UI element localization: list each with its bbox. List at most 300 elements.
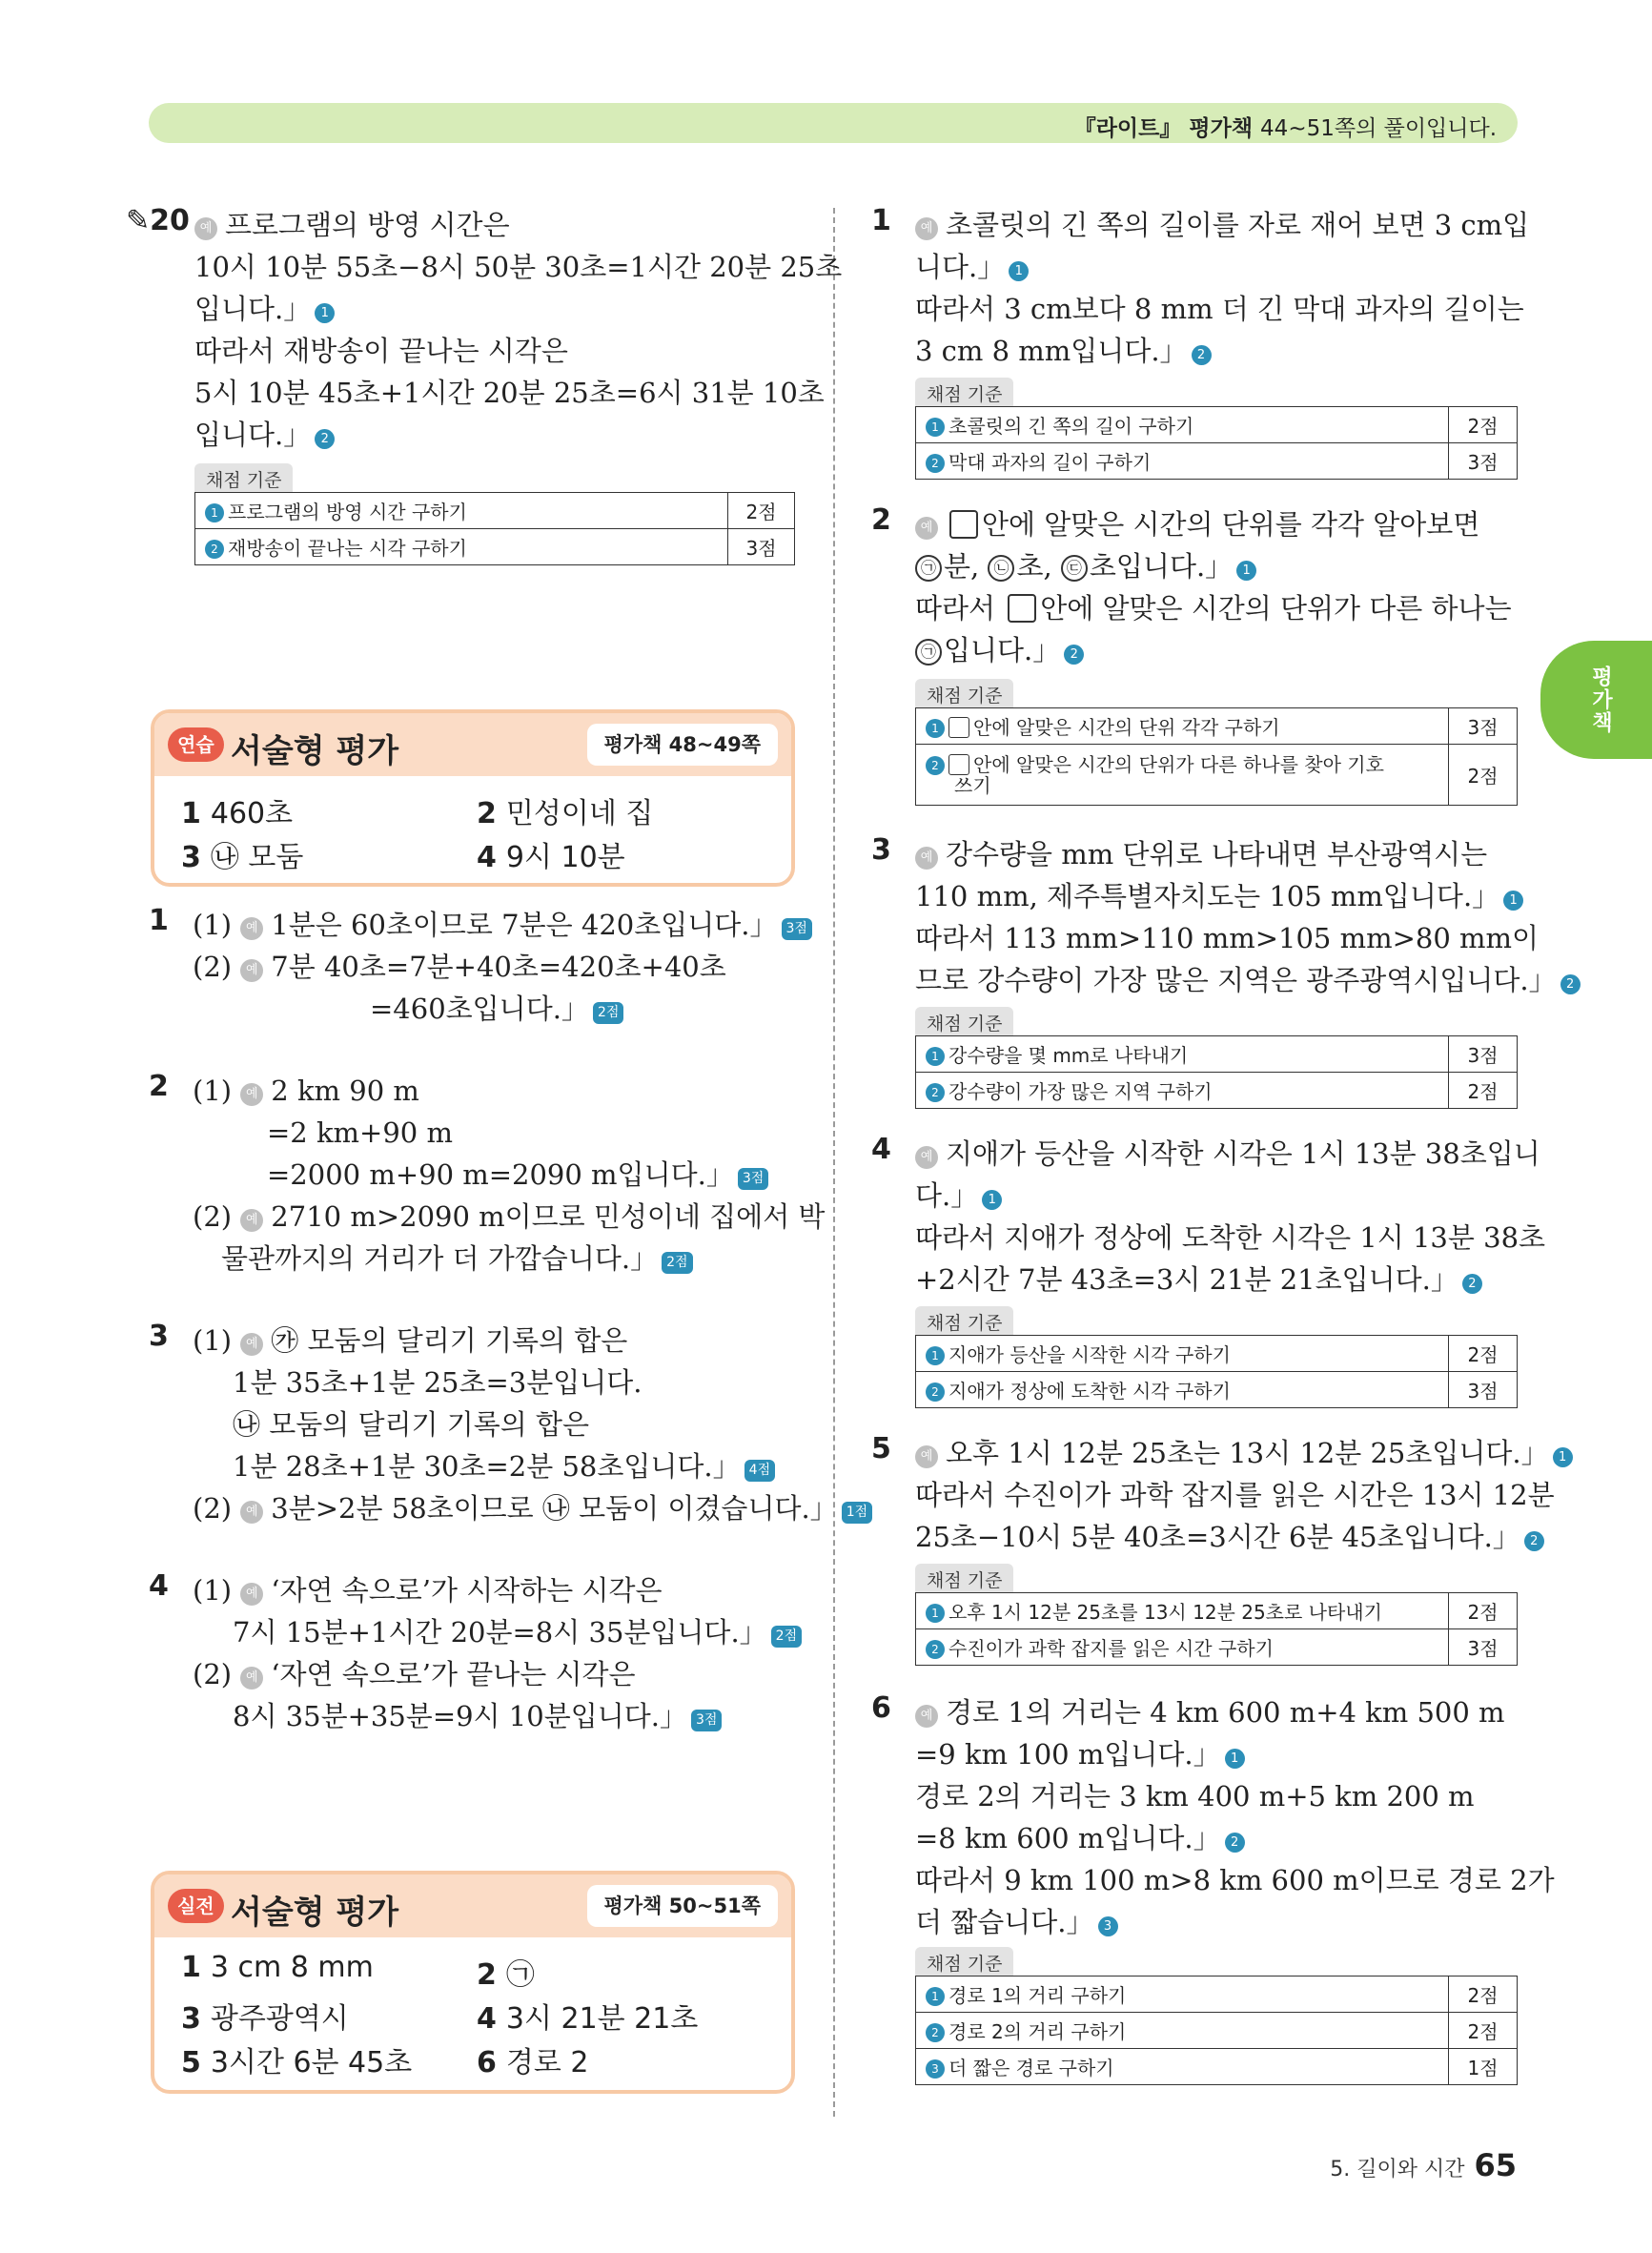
text: 수진이가 과학 잡지를 읽은 시간 구하기 (948, 1637, 1274, 1660)
text: 안에 알맞은 시간의 단위가 다른 하나를 찾아 기호 (973, 752, 1384, 776)
text (916, 1036, 1518, 1109)
criteria-points: 3점 (1449, 708, 1518, 745)
criteria-points: 3점 (1449, 443, 1518, 480)
text: 더 짧은 경로 구하기 (948, 2057, 1114, 2079)
answer-line: ㉯ 모둠의 달리기 기록의 합은 (233, 1408, 590, 1441)
side-tab (1540, 641, 1652, 759)
criteria-row (916, 1629, 1518, 1666)
question-number: 1 (871, 204, 891, 237)
pencil-icon: ✎ (126, 204, 151, 237)
step-mark: 2 (1192, 345, 1212, 365)
text: 재방송이 끝나는 시각 구하기 (228, 537, 467, 560)
text: ‘자연 속으로’가 시작하는 시각은 (271, 1574, 663, 1607)
answer-line (915, 629, 1512, 671)
example-badge: 예 (915, 1445, 938, 1468)
answer-line (193, 988, 812, 1030)
box-title: 서술형 평가 (231, 732, 399, 770)
blank-box-icon (949, 510, 978, 539)
text: (2) (193, 1658, 241, 1690)
answer-line (915, 545, 1512, 587)
text: (2) (193, 1200, 241, 1233)
text: 3 (181, 2002, 201, 2036)
criteria-number: 2 (926, 1383, 945, 1402)
criteria-text (916, 1629, 1449, 1666)
answer-body (194, 204, 842, 456)
text: 초콜릿의 긴 쪽의 길이를 자로 재어 보면 3 cm입 (946, 209, 1530, 241)
text: ㉯ 모둠 (210, 841, 304, 874)
text: (2) (193, 1492, 241, 1525)
text: ㉮ 모둠의 달리기 기록의 합은 (271, 1324, 628, 1357)
answer-item (181, 1995, 349, 2037)
answer-line (193, 946, 812, 988)
text (916, 1336, 1518, 1408)
column-divider (833, 208, 835, 2117)
text: 평가책 (1181, 116, 1261, 141)
step-mark: 1 (1553, 1447, 1573, 1467)
text: 강수량이 가장 많은 지역 구하기 (948, 1080, 1213, 1103)
text: 2 km 90 m (271, 1075, 419, 1107)
answer-line: 따라서 재방송이 끝나는 시각은 (194, 335, 568, 367)
page-footer (1330, 2147, 1517, 2183)
step-mark: 2 (315, 429, 335, 449)
question-number: 3 (149, 1320, 169, 1353)
example-badge: 예 (915, 847, 938, 870)
text: 지애가 등산을 시작한 시각 구하기 (948, 1343, 1231, 1366)
scoring-criteria (915, 1007, 1518, 1109)
step-mark: 1 (1009, 261, 1029, 281)
text: 초, (1016, 550, 1061, 583)
answer-line: 따라서 수진이가 과학 잡지를 읽은 시간은 13시 12분 (915, 1479, 1555, 1511)
criteria-number: 2 (926, 2023, 945, 2042)
criteria-text (916, 1593, 1449, 1629)
text: 44~51쪽의 풀이입니다. (1260, 116, 1497, 141)
step-mark: 3 (1098, 1916, 1118, 1936)
text: (1) (193, 1075, 241, 1107)
criteria-number: 1 (926, 1047, 945, 1066)
text: 110 mm, 제주특별자치도는 105 mm입니다.」 (915, 880, 1500, 912)
text: 프로그램의 방영 시간은 (225, 209, 510, 241)
text: =8 km 600 m입니다.」 (915, 1822, 1221, 1854)
text (916, 708, 1518, 806)
answer-line (915, 1901, 1555, 1943)
criteria-row (916, 745, 1518, 806)
criteria-row (916, 2049, 1518, 2085)
criteria-points: 2점 (1449, 2013, 1518, 2049)
question-number: 2 (149, 1070, 169, 1103)
criteria-label: 채점 기준 (915, 1564, 1013, 1592)
page-reference: 평가책 48~49쪽 (587, 724, 779, 766)
step-mark: 1 (982, 1190, 1002, 1210)
text: 강수량을 mm 단위로 나타내면 부산광역시는 (946, 838, 1488, 870)
criteria-number: 1 (205, 503, 224, 522)
answer-line (915, 330, 1529, 372)
criteria-number: 1 (926, 418, 945, 437)
criteria-row (916, 1036, 1518, 1073)
answer-line (193, 1196, 825, 1238)
answer-item (477, 789, 653, 831)
text: 3시 21분 21초 (505, 2002, 699, 2036)
criteria-row (916, 1073, 1518, 1109)
circled-letter: ㉠ (915, 555, 942, 582)
criteria-text (195, 493, 728, 529)
criteria-text (916, 407, 1449, 443)
answer-body (193, 1320, 872, 1529)
step-mark: 2 (1462, 1274, 1482, 1294)
text: 4 (477, 841, 497, 874)
question-number: 3 (871, 833, 891, 867)
blank-box-icon (1008, 594, 1036, 623)
criteria-table (915, 707, 1518, 806)
criteria-text (916, 1336, 1449, 1372)
criteria-label: 채점 기준 (915, 1947, 1013, 1976)
criteria-row (916, 443, 1518, 480)
criteria-table (915, 1035, 1518, 1109)
points-badge: 2점 (771, 1626, 802, 1648)
criteria-number: 2 (926, 756, 945, 775)
answer-item (181, 833, 303, 875)
answer-line (915, 1432, 1573, 1474)
question-number: 2 (871, 503, 891, 537)
text: (1) (193, 1574, 241, 1607)
answer-line: 10시 10분 55초−8시 50분 30초=1시간 20분 25초 (194, 251, 843, 283)
text: 7분 40초=7분+40초=420초+40초 (271, 951, 726, 983)
answer-line (193, 1445, 872, 1487)
criteria-points: 3점 (1449, 1372, 1518, 1408)
text: 1 (181, 1951, 201, 1984)
text: 2 (477, 797, 497, 830)
answer-line (193, 1070, 825, 1112)
text: 경로 2의 거리 구하기 (948, 2020, 1127, 2043)
criteria-points: 2점 (728, 493, 795, 529)
answer-line (193, 904, 812, 946)
answer-item (477, 1995, 698, 2037)
real-badge: 실전 (168, 1889, 224, 1923)
answer-body (915, 503, 1512, 671)
points-badge: 1점 (842, 1502, 872, 1524)
text: 3 cm 8 mm (210, 1951, 374, 1984)
points-badge: 2점 (662, 1252, 692, 1274)
text: =2000 m+90 m=2090 m입니다.」 (267, 1158, 734, 1191)
text: 안에 알맞은 시간의 단위를 각각 알아보면 (982, 508, 1480, 541)
criteria-row (916, 2013, 1518, 2049)
text: 프로그램의 방영 시간 구하기 (228, 501, 467, 523)
answer-line (915, 875, 1581, 917)
criteria-text (916, 2049, 1449, 2085)
text: 분, (944, 550, 989, 583)
text: 4 (477, 2002, 497, 2036)
answer-line (915, 1133, 1545, 1175)
criteria-points: 2점 (1449, 1073, 1518, 1109)
criteria-label: 채점 기준 (915, 1306, 1013, 1335)
criteria-table (915, 1592, 1518, 1666)
answer-line (193, 1238, 825, 1280)
text: =9 km 100 m입니다.」 (915, 1738, 1221, 1771)
answer-item (181, 2038, 412, 2080)
answer-body (193, 1070, 825, 1280)
criteria-number: 1 (926, 1604, 945, 1623)
blank-box-icon (948, 754, 969, 775)
criteria-points: 2점 (1449, 1336, 1518, 1372)
answer-line: 따라서 3 cm보다 8 mm 더 긴 막대 과자의 길이는 (915, 293, 1524, 325)
points-badge: 3점 (691, 1710, 722, 1731)
answer-line (194, 204, 842, 246)
answer-line (915, 587, 1512, 629)
answer-line (193, 1320, 872, 1362)
criteria-row (916, 1372, 1518, 1408)
text: 입니다.」 (944, 634, 1061, 666)
text (916, 1976, 1518, 2085)
answer-line (915, 1259, 1545, 1301)
answer-body (193, 904, 812, 1030)
circled-letter: ㉢ (1061, 555, 1088, 582)
answer-line (915, 1516, 1573, 1558)
text: +2시간 7분 43초=3시 21분 21초입니다.」 (915, 1263, 1458, 1296)
text: 460초 (210, 797, 294, 830)
text: 다.」 (915, 1179, 979, 1212)
criteria-text (916, 1036, 1449, 1073)
box-header (154, 1874, 791, 1937)
step-mark: 1 (1236, 561, 1256, 581)
criteria-text (916, 1372, 1449, 1408)
criteria-points: 2점 (1449, 407, 1518, 443)
example-badge: 예 (240, 1501, 263, 1524)
example-badge: 예 (915, 1146, 938, 1169)
step-mark: 2 (1524, 1531, 1544, 1551)
criteria-number: 1 (926, 1987, 945, 2006)
page-number: 65 (1474, 2147, 1517, 2183)
text: 초콜릿의 긴 쪽의 길이 구하기 (948, 415, 1194, 438)
answer-line (194, 288, 842, 330)
criteria-row (916, 708, 1518, 745)
criteria-label: 채점 기준 (915, 679, 1013, 707)
text: 『라이트』 (1073, 116, 1182, 141)
blank-box-icon (948, 717, 969, 738)
criteria-text (916, 2013, 1449, 2049)
answer-body (915, 833, 1581, 1001)
example-badge: 예 (194, 217, 217, 240)
answer-line (915, 1175, 1545, 1217)
text: 1 (181, 797, 201, 830)
text: 경로 1의 거리 구하기 (948, 1984, 1127, 2007)
text: 초입니다.」 (1089, 550, 1234, 583)
box-header (154, 713, 791, 776)
text: 6 (477, 2046, 497, 2079)
answer-line (915, 1817, 1555, 1859)
text: 9시 10분 (505, 841, 625, 874)
text: 오후 1시 12분 25초를 13시 12분 25초로 나타내기 (948, 1601, 1382, 1624)
criteria-table (915, 406, 1518, 480)
criteria-number: 2 (926, 1640, 945, 1659)
answer-line (915, 833, 1581, 875)
text: 1분 28초+1분 30초=2분 58초입니다.」 (233, 1450, 741, 1483)
text: ‘자연 속으로’가 끝나는 시각은 (271, 1658, 636, 1690)
circled-letter: ㉡ (988, 555, 1014, 582)
text: 안에 알맞은 시간의 단위가 다른 하나는 (1040, 592, 1512, 625)
points-badge: 3점 (738, 1168, 768, 1190)
criteria-text (916, 708, 1449, 745)
text: 평가책 (1588, 666, 1614, 734)
question-number: 4 (149, 1569, 169, 1603)
criteria-points: 3점 (1449, 1629, 1518, 1666)
text: 니다.」 (915, 251, 1006, 283)
answer-item (477, 1951, 535, 1993)
criteria-table (915, 1335, 1518, 1408)
example-badge: 예 (240, 959, 263, 982)
criteria-text (916, 1976, 1449, 2013)
criteria-row (916, 1593, 1518, 1629)
answer-line (193, 1653, 802, 1695)
answer-item (477, 833, 625, 875)
text: 강수량을 몇 mm로 나타내기 (948, 1044, 1189, 1067)
text: 경로 2 (505, 2046, 589, 2079)
text: 3시간 6분 45초 (210, 2046, 413, 2079)
example-badge: 예 (915, 217, 938, 240)
criteria-text (916, 443, 1449, 480)
example-badge: 예 (240, 1209, 263, 1232)
criteria-row (195, 529, 795, 565)
step-mark: 2 (1225, 1833, 1245, 1853)
step-mark: 1 (1503, 891, 1523, 911)
answer-item (477, 2038, 588, 2080)
text: ㉠ (505, 1958, 535, 1992)
circled-letter: ㉠ (915, 639, 942, 666)
example-badge: 예 (915, 1705, 938, 1728)
criteria-number: 2 (205, 540, 224, 559)
chapter-title: 5. 길이와 시간 (1330, 2158, 1465, 2181)
text: 5 (181, 2046, 201, 2079)
scoring-criteria (915, 1306, 1518, 1408)
text: 경로 1의 거리는 4 km 600 m+4 km 500 m (946, 1696, 1505, 1729)
scoring-criteria (915, 679, 1518, 806)
question-number: 6 (871, 1691, 891, 1725)
text: 막대 과자의 길이 구하기 (948, 451, 1152, 474)
answer-line (193, 1611, 802, 1653)
question-number: 1 (149, 904, 169, 937)
answer-line (915, 246, 1529, 288)
scoring-criteria (915, 378, 1518, 480)
answer-line: 경로 2의 거리는 3 km 400 m+5 km 200 m (915, 1780, 1475, 1813)
text: 1분은 60초이므로 7분은 420초입니다.」 (271, 909, 778, 941)
text: 25초−10시 5분 40초=3시간 6분 45초입니다.」 (915, 1521, 1520, 1553)
example-badge: 예 (915, 517, 938, 540)
criteria-points: 1점 (1449, 2049, 1518, 2085)
text: (1) (193, 1324, 241, 1357)
answer-body (193, 1569, 802, 1737)
question-number: 5 (871, 1432, 891, 1465)
criteria-row (916, 1976, 1518, 2013)
page-reference: 평가책 50~51쪽 (587, 1885, 779, 1927)
answer-body (915, 1432, 1573, 1558)
header-text (1074, 111, 1497, 142)
answer-line (915, 1733, 1555, 1775)
text: =460초입니다.」 (370, 993, 589, 1025)
answer-item (181, 1951, 374, 1984)
text: (2) (193, 951, 241, 983)
example-badge: 예 (240, 917, 263, 940)
answer-line (915, 503, 1512, 545)
scoring-criteria (915, 1947, 1518, 2085)
criteria-row (195, 493, 795, 529)
text: 입니다.」 (194, 293, 312, 325)
answer-body (915, 1691, 1555, 1943)
answer-line: 1분 35초+1분 25초=3분입니다. (233, 1366, 642, 1399)
criteria-row (916, 1336, 1518, 1372)
step-mark: 2 (1064, 645, 1084, 665)
text (195, 493, 795, 565)
answer-line: 따라서 113 mm>110 mm>105 mm>80 mm이 (915, 922, 1539, 954)
points-badge: 2점 (593, 1002, 623, 1024)
example-badge: 예 (240, 1583, 263, 1606)
scoring-criteria (194, 463, 795, 565)
step-mark: 2 (1560, 974, 1581, 994)
points-badge: 3점 (782, 918, 812, 940)
criteria-number: 2 (926, 454, 945, 473)
points-badge: 4점 (744, 1460, 775, 1482)
text: 20 (150, 204, 190, 237)
real-summary-box (151, 1871, 795, 2094)
criteria-points: 3점 (1449, 1036, 1518, 1073)
header-bar (149, 103, 1518, 143)
practice-badge: 연습 (168, 727, 224, 762)
text: 8시 35분+35분=9시 10분입니다.」 (233, 1700, 687, 1732)
answer-line (915, 959, 1581, 1001)
answer-body (915, 204, 1529, 372)
text: 입니다.」 (194, 419, 312, 451)
criteria-text (195, 529, 728, 565)
text: 물관까지의 거리가 더 가깝습니다.」 (221, 1242, 659, 1275)
answer-line: 따라서 9 km 100 m>8 km 600 m이므로 경로 2가 (915, 1864, 1555, 1896)
text: 므로 강수량이 가장 많은 지역은 광주광역시입니다.」 (915, 964, 1557, 996)
criteria-table (194, 492, 795, 565)
text: 2 (477, 1958, 497, 1992)
text: 7시 15분+1시간 20분=8시 35분입니다.」 (233, 1616, 767, 1649)
text: 3분>2분 58초이므로 ㉯ 모둠이 이겼습니다.」 (271, 1492, 838, 1525)
answer-line (915, 1691, 1555, 1733)
answer-line: 5시 10분 45초+1시간 20분 25초=6시 31분 10초 (194, 377, 825, 409)
text: 민성이네 집 (505, 797, 654, 830)
text (916, 1593, 1518, 1666)
answer-body (915, 1133, 1545, 1301)
step-mark: 1 (315, 303, 335, 323)
question-number (126, 204, 190, 237)
criteria-points: 3점 (728, 529, 795, 565)
answer-line (193, 1154, 825, 1196)
answer-line: =2 km+90 m (267, 1116, 453, 1149)
answer-line (194, 414, 842, 456)
answer-line (915, 204, 1529, 246)
answer-line (193, 1487, 872, 1529)
text: 지애가 등산을 시작한 시각은 1시 13분 38초입니 (946, 1137, 1540, 1170)
answer-line (193, 1569, 802, 1611)
criteria-label: 채점 기준 (915, 378, 1013, 406)
criteria-points: 2점 (1449, 1976, 1518, 2013)
answer-line: 따라서 지애가 정상에 도착한 시각은 1시 13분 38초 (915, 1221, 1546, 1254)
answer-line (193, 1695, 802, 1737)
criteria-number: 3 (926, 2059, 945, 2079)
criteria-row (916, 407, 1518, 443)
text: 오후 1시 12분 25초는 13시 12분 25초입니다.」 (946, 1437, 1549, 1469)
text: 2710 m>2090 m이므로 민성이네 집에서 박 (271, 1200, 826, 1233)
criteria-text (916, 1073, 1449, 1109)
question-number: 4 (871, 1133, 891, 1166)
scoring-criteria (915, 1564, 1518, 1666)
answer-item (181, 789, 293, 831)
criteria-label: 채점 기준 (194, 463, 293, 492)
criteria-table (915, 1976, 1518, 2085)
criteria-text (916, 745, 1449, 806)
criteria-number: 1 (926, 1346, 945, 1365)
text: 지애가 정상에 도착한 시각 구하기 (948, 1380, 1231, 1403)
